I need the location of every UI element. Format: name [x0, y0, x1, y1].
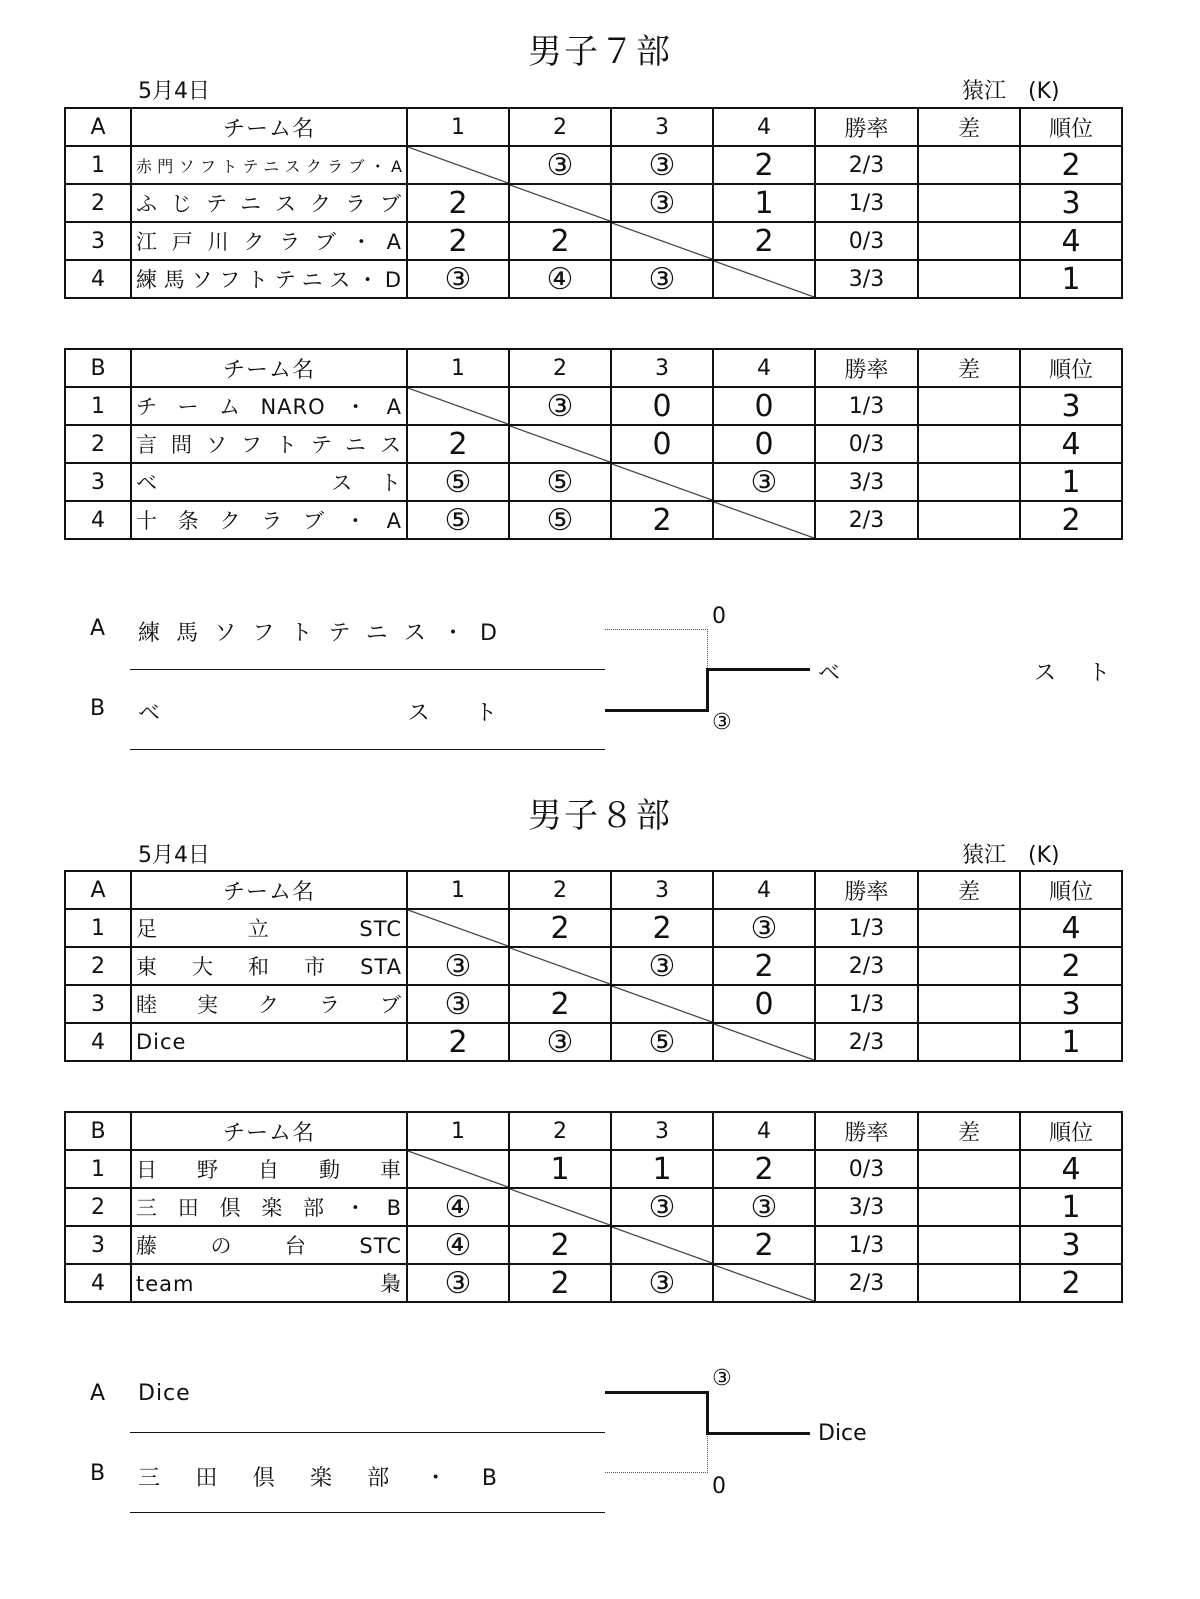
match-result: 2	[713, 1226, 815, 1264]
bracket-winner-line	[706, 668, 810, 671]
match-result: 0	[713, 985, 815, 1023]
opponent-2-header: 2	[509, 108, 611, 146]
team-name: ふじテニスクラブ	[131, 184, 407, 222]
opponent-1-header: 1	[407, 871, 509, 909]
opponent-3-header: 3	[611, 871, 713, 909]
team-name: Dice	[131, 1023, 407, 1061]
match-result: 1	[509, 1150, 611, 1188]
table-row	[65, 184, 1122, 222]
final-a-underline	[130, 669, 605, 670]
rank: 4	[1020, 909, 1122, 947]
match-result: ③	[713, 909, 815, 947]
match-result: ⑤	[611, 1023, 713, 1061]
self-match-cell	[509, 947, 611, 985]
header-row	[65, 108, 1122, 146]
point-diff	[918, 463, 1020, 501]
self-match-cell	[611, 1226, 713, 1264]
final-b-team: ベ スト	[138, 701, 498, 726]
final-b-underline	[130, 749, 605, 750]
rank: 1	[1020, 1023, 1122, 1061]
self-match-cell	[611, 463, 713, 501]
bracket-a-line	[605, 1391, 709, 1394]
opponent-3-header: 3	[611, 349, 713, 387]
team-name: team梟	[131, 1264, 407, 1302]
team-name: 藤の台STC	[131, 1226, 407, 1264]
opponent-1-header: 1	[407, 108, 509, 146]
team-number: 2	[65, 947, 131, 985]
match-result: 2	[713, 947, 815, 985]
match-result: ③	[713, 463, 815, 501]
bracket-b-vertical	[706, 668, 709, 711]
final-b-team: 三田倶楽部・B	[138, 1466, 498, 1491]
match-result: ⑤	[509, 463, 611, 501]
match-result: 2	[611, 909, 713, 947]
table-row	[65, 1150, 1122, 1188]
win-rate: 1/3	[815, 387, 918, 425]
rank: 2	[1020, 501, 1122, 539]
table-row	[65, 222, 1122, 260]
match-result: 2	[713, 1150, 815, 1188]
table-row	[65, 1023, 1122, 1061]
match-date: 5月4日	[138, 79, 210, 104]
self-match-cell	[713, 260, 815, 298]
group-label: B	[65, 1112, 131, 1150]
win-rate: 3/3	[815, 1188, 918, 1226]
group-label: A	[65, 108, 131, 146]
opponent-2-header: 2	[509, 871, 611, 909]
rank-header: 順位	[1020, 1112, 1122, 1150]
final-a-team: Dice	[138, 1381, 191, 1406]
rank: 3	[1020, 184, 1122, 222]
match-result: 2	[611, 501, 713, 539]
win-rate: 2/3	[815, 947, 918, 985]
match-result: ③	[509, 387, 611, 425]
match-result: 2	[509, 222, 611, 260]
team-name: 江戸川クラブ・A	[131, 222, 407, 260]
final-b-label: B	[90, 1461, 106, 1486]
team-name: 東大和市STA	[131, 947, 407, 985]
bracket-b-line	[605, 1472, 708, 1473]
match-result: 2	[407, 222, 509, 260]
rank-header: 順位	[1020, 871, 1122, 909]
bracket-b-line	[605, 709, 709, 712]
win-rate-header: 勝率	[815, 349, 918, 387]
team-name-header: チーム名	[131, 871, 407, 909]
win-rate: 0/3	[815, 222, 918, 260]
opponent-2-header: 2	[509, 349, 611, 387]
rank: 3	[1020, 1226, 1122, 1264]
final-b-underline	[130, 1512, 605, 1513]
opponent-1-header: 1	[407, 1112, 509, 1150]
win-rate: 2/3	[815, 1264, 918, 1302]
team-number: 2	[65, 184, 131, 222]
win-rate: 2/3	[815, 501, 918, 539]
rank-header: 順位	[1020, 108, 1122, 146]
league-table-group-a	[64, 107, 1123, 299]
opponent-4-header: 4	[713, 871, 815, 909]
match-result: ③	[407, 260, 509, 298]
team-number: 1	[65, 909, 131, 947]
match-result: ③	[611, 1188, 713, 1226]
division-title: 男子７部	[528, 32, 672, 72]
final-b-score: ③	[712, 710, 732, 735]
point-diff	[918, 1264, 1020, 1302]
table-row	[65, 260, 1122, 298]
match-result: 2	[407, 184, 509, 222]
match-result: 1	[713, 184, 815, 222]
self-match-cell	[713, 501, 815, 539]
team-name: ベ スト	[131, 463, 407, 501]
match-result: ⑤	[407, 463, 509, 501]
team-name: 練馬ソフトテニス・D	[131, 260, 407, 298]
rank: 2	[1020, 146, 1122, 184]
self-match-cell	[713, 1023, 815, 1061]
opponent-4-header: 4	[713, 108, 815, 146]
team-name: 足立STC	[131, 909, 407, 947]
final-b-label: B	[90, 696, 106, 721]
rank: 4	[1020, 222, 1122, 260]
team-number: 4	[65, 501, 131, 539]
self-match-cell	[713, 1264, 815, 1302]
point-diff	[918, 184, 1020, 222]
self-match-cell	[407, 909, 509, 947]
team-name: 十条クラブ・A	[131, 501, 407, 539]
team-name: 赤門ソフトテニスクラブ・A	[131, 146, 407, 184]
team-number: 4	[65, 260, 131, 298]
diff-header: 差	[918, 349, 1020, 387]
table-row	[65, 1188, 1122, 1226]
final-a-score: 0	[712, 604, 726, 629]
team-name: 睦実クラブ	[131, 985, 407, 1023]
final-b-score: 0	[712, 1474, 726, 1499]
rank: 3	[1020, 387, 1122, 425]
match-result: ③	[713, 1188, 815, 1226]
division-title: 男子８部	[528, 796, 672, 836]
league-table-group-b	[64, 348, 1123, 540]
team-number: 3	[65, 985, 131, 1023]
win-rate: 1/3	[815, 985, 918, 1023]
bracket-a-line	[605, 629, 708, 630]
self-match-cell	[407, 1150, 509, 1188]
match-result: ⑤	[509, 501, 611, 539]
rank: 2	[1020, 1264, 1122, 1302]
match-result: ③	[407, 1264, 509, 1302]
opponent-3-header: 3	[611, 108, 713, 146]
final-winner: ベ スト	[818, 661, 1110, 686]
table-row	[65, 909, 1122, 947]
team-number: 3	[65, 463, 131, 501]
point-diff	[918, 1226, 1020, 1264]
match-date: 5月4日	[138, 843, 210, 868]
point-diff	[918, 146, 1020, 184]
match-result: ④	[509, 260, 611, 298]
team-number: 4	[65, 1023, 131, 1061]
point-diff	[918, 985, 1020, 1023]
win-rate: 1/3	[815, 184, 918, 222]
win-rate: 0/3	[815, 425, 918, 463]
rank: 4	[1020, 425, 1122, 463]
diff-header: 差	[918, 108, 1020, 146]
opponent-3-header: 3	[611, 1112, 713, 1150]
table-row	[65, 387, 1122, 425]
bracket-a-vertical	[707, 629, 708, 670]
rank: 1	[1020, 260, 1122, 298]
match-result: 0	[713, 387, 815, 425]
point-diff	[918, 260, 1020, 298]
match-result: ③	[611, 947, 713, 985]
win-rate: 1/3	[815, 1226, 918, 1264]
match-result: ④	[407, 1226, 509, 1264]
match-result: 0	[611, 425, 713, 463]
final-a-label: A	[90, 1381, 106, 1406]
match-result: 0	[713, 425, 815, 463]
final-a-label: A	[90, 616, 106, 641]
team-number: 1	[65, 1150, 131, 1188]
final-a-score: ③	[712, 1366, 732, 1391]
team-number: 4	[65, 1264, 131, 1302]
match-result: ③	[407, 947, 509, 985]
win-rate-header: 勝率	[815, 871, 918, 909]
diff-header: 差	[918, 871, 1020, 909]
table-row	[65, 146, 1122, 184]
table-row	[65, 501, 1122, 539]
match-result: 2	[407, 1023, 509, 1061]
league-table-group-b	[64, 1111, 1123, 1303]
opponent-1-header: 1	[407, 349, 509, 387]
match-result: 1	[611, 1150, 713, 1188]
final-winner: Dice	[818, 1421, 867, 1446]
win-rate-header: 勝率	[815, 108, 918, 146]
table-row	[65, 947, 1122, 985]
diff-header: 差	[918, 1112, 1020, 1150]
win-rate: 0/3	[815, 1150, 918, 1188]
team-number: 2	[65, 1188, 131, 1226]
win-rate: 3/3	[815, 260, 918, 298]
match-result: 2	[713, 222, 815, 260]
match-result: ③	[509, 1023, 611, 1061]
table-row	[65, 463, 1122, 501]
match-result: ③	[611, 1264, 713, 1302]
team-number: 1	[65, 146, 131, 184]
team-name: チームNARO・A	[131, 387, 407, 425]
league-table-group-a	[64, 870, 1123, 1062]
match-result: ⑤	[407, 501, 509, 539]
header-row	[65, 1112, 1122, 1150]
table-row	[65, 425, 1122, 463]
opponent-4-header: 4	[713, 1112, 815, 1150]
final-a-team: 練馬ソフトテニス・D	[138, 621, 498, 646]
match-result: 0	[611, 387, 713, 425]
team-name: 日野自動車	[131, 1150, 407, 1188]
venue: 猿江 (K)	[962, 843, 1060, 868]
match-result: ③	[611, 146, 713, 184]
point-diff	[918, 425, 1020, 463]
point-diff	[918, 387, 1020, 425]
match-result: 2	[509, 909, 611, 947]
point-diff	[918, 909, 1020, 947]
match-result: 2	[509, 1264, 611, 1302]
match-result: ③	[407, 985, 509, 1023]
match-result: ③	[611, 260, 713, 298]
self-match-cell	[611, 985, 713, 1023]
team-name-header: チーム名	[131, 1112, 407, 1150]
match-result: ④	[407, 1188, 509, 1226]
opponent-4-header: 4	[713, 349, 815, 387]
team-number: 1	[65, 387, 131, 425]
bracket-winner-line	[706, 1432, 810, 1435]
table-row	[65, 985, 1122, 1023]
self-match-cell	[407, 146, 509, 184]
group-label: B	[65, 349, 131, 387]
self-match-cell	[509, 1188, 611, 1226]
table-row	[65, 1264, 1122, 1302]
team-name: 言問ソフトテニス	[131, 425, 407, 463]
point-diff	[918, 222, 1020, 260]
point-diff	[918, 501, 1020, 539]
team-number: 3	[65, 222, 131, 260]
win-rate: 3/3	[815, 463, 918, 501]
win-rate: 1/3	[815, 909, 918, 947]
rank: 1	[1020, 1188, 1122, 1226]
rank: 2	[1020, 947, 1122, 985]
point-diff	[918, 947, 1020, 985]
bracket-b-vertical	[707, 1432, 708, 1473]
rank: 3	[1020, 985, 1122, 1023]
header-row	[65, 349, 1122, 387]
team-name-header: チーム名	[131, 349, 407, 387]
self-match-cell	[509, 425, 611, 463]
match-result: ③	[611, 184, 713, 222]
match-result: 2	[713, 146, 815, 184]
match-result: 2	[509, 985, 611, 1023]
self-match-cell	[509, 184, 611, 222]
self-match-cell	[611, 222, 713, 260]
group-label: A	[65, 871, 131, 909]
win-rate: 2/3	[815, 1023, 918, 1061]
team-number: 2	[65, 425, 131, 463]
match-result: 2	[509, 1226, 611, 1264]
self-match-cell	[407, 387, 509, 425]
rank-header: 順位	[1020, 349, 1122, 387]
header-row	[65, 871, 1122, 909]
win-rate-header: 勝率	[815, 1112, 918, 1150]
opponent-2-header: 2	[509, 1112, 611, 1150]
win-rate: 2/3	[815, 146, 918, 184]
team-name-header: チーム名	[131, 108, 407, 146]
final-a-underline	[130, 1432, 605, 1433]
point-diff	[918, 1188, 1020, 1226]
rank: 1	[1020, 463, 1122, 501]
table-row	[65, 1226, 1122, 1264]
match-result: ③	[509, 146, 611, 184]
team-name: 三田倶楽部・B	[131, 1188, 407, 1226]
team-number: 3	[65, 1226, 131, 1264]
rank: 4	[1020, 1150, 1122, 1188]
bracket-a-vertical	[706, 1391, 709, 1434]
point-diff	[918, 1023, 1020, 1061]
match-result: 2	[407, 425, 509, 463]
point-diff	[918, 1150, 1020, 1188]
venue: 猿江 (K)	[962, 79, 1060, 104]
